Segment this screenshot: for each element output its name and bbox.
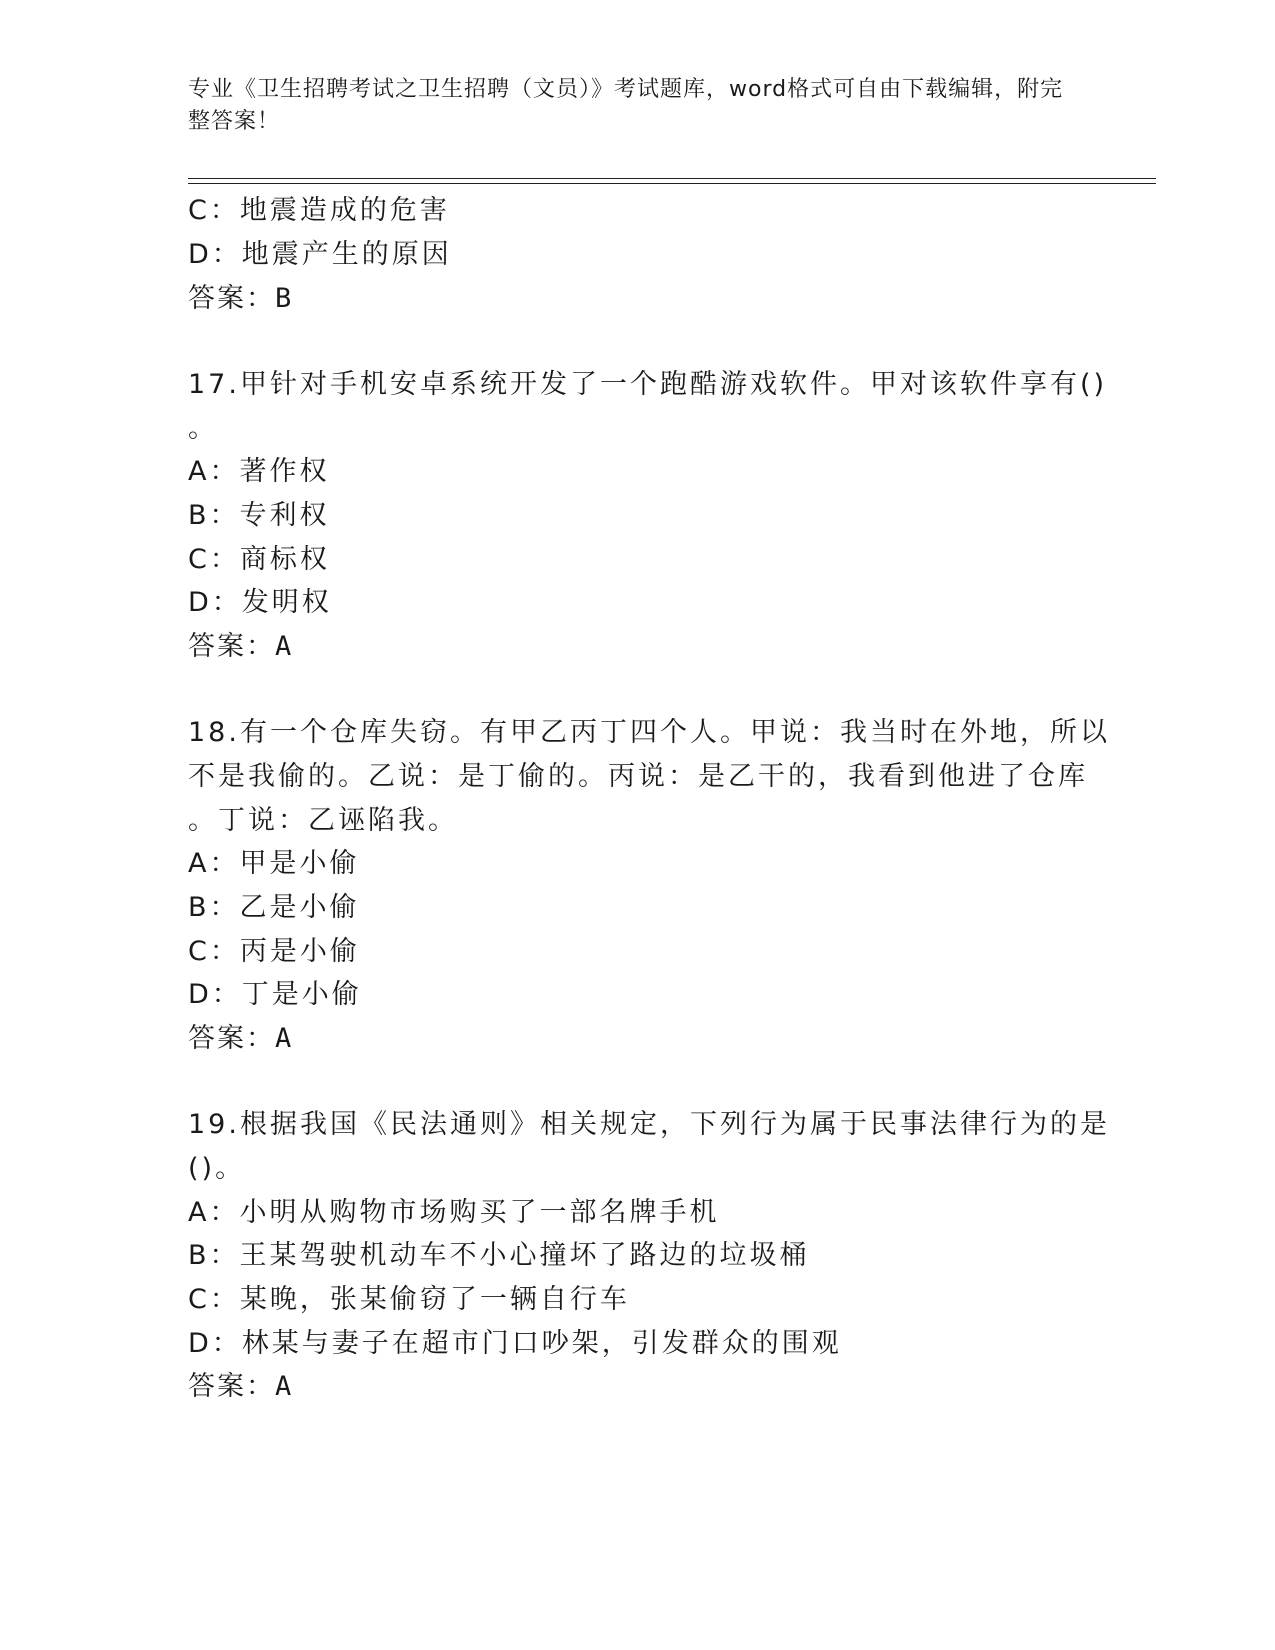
document-header: 专业《卫生招聘考试之卫生招聘（文员）》考试题库，word格式可自由下载编辑，附完整答案！ <box>188 77 1064 134</box>
q17-option-d: D：发明权 <box>188 587 332 618</box>
answer-value: A <box>275 1023 293 1054</box>
q18-stem-line-2: 不是我偷的。乙说：是丁偷的。丙说：是乙干的，我看到他进了仓库 <box>188 761 1088 792</box>
answer-label: 答案： <box>188 283 275 314</box>
q16-answer <box>188 276 292 315</box>
q18-stem-line-3: 。丁说：乙诬陷我。 <box>188 805 458 836</box>
answer-label: 答案： <box>188 1371 275 1402</box>
q19-stem-line-2: ()。 <box>188 1153 246 1184</box>
q19-answer <box>188 1364 292 1403</box>
q19-option-c: C：某晚，张某偷窃了一辆自行车 <box>188 1284 630 1315</box>
q19-stem-line-1: 19.根据我国《民法通则》相关规定，下列行为属于民事法律行为的是 <box>188 1109 1110 1140</box>
q16-option-d: D：地震产生的原因 <box>188 239 452 270</box>
answer-value: A <box>275 631 293 662</box>
q17-stem-line-2: 。 <box>188 413 218 444</box>
q17-answer <box>188 624 292 663</box>
header-divider-bottom <box>188 183 1156 184</box>
q19-option-a: A：小明从购物市场购买了一部名牌手机 <box>188 1197 720 1228</box>
q16-option-c: C：地震造成的危害 <box>188 195 450 226</box>
q18-option-a: A：甲是小偷 <box>188 848 360 879</box>
q17-option-a: A：著作权 <box>188 456 330 487</box>
answer-label: 答案： <box>188 1023 275 1054</box>
q18-option-c: C：丙是小偷 <box>188 936 360 967</box>
q17-option-b: B：专利权 <box>188 500 330 531</box>
q18-stem-line-1: 18.有一个仓库失窃。有甲乙丙丁四个人。甲说：我当时在外地，所以 <box>188 717 1110 748</box>
answer-value: A <box>275 1371 293 1402</box>
q19-option-b: B：王某驾驶机动车不小心撞坏了路边的垃圾桶 <box>188 1240 810 1271</box>
q18-option-b: B：乙是小偷 <box>188 892 360 923</box>
answer-value: B <box>275 283 293 314</box>
header-divider-top <box>188 178 1156 179</box>
q18-answer <box>188 1016 292 1055</box>
answer-label: 答案： <box>188 631 275 662</box>
q17-option-c: C：商标权 <box>188 544 330 575</box>
q17-stem-line-1: 17.甲针对手机安卓系统开发了一个跑酷游戏软件。甲对该软件享有() <box>188 369 1108 400</box>
q18-option-d: D：丁是小偷 <box>188 979 362 1010</box>
q19-option-d: D：林某与妻子在超市门口吵架，引发群众的围观 <box>188 1328 842 1359</box>
